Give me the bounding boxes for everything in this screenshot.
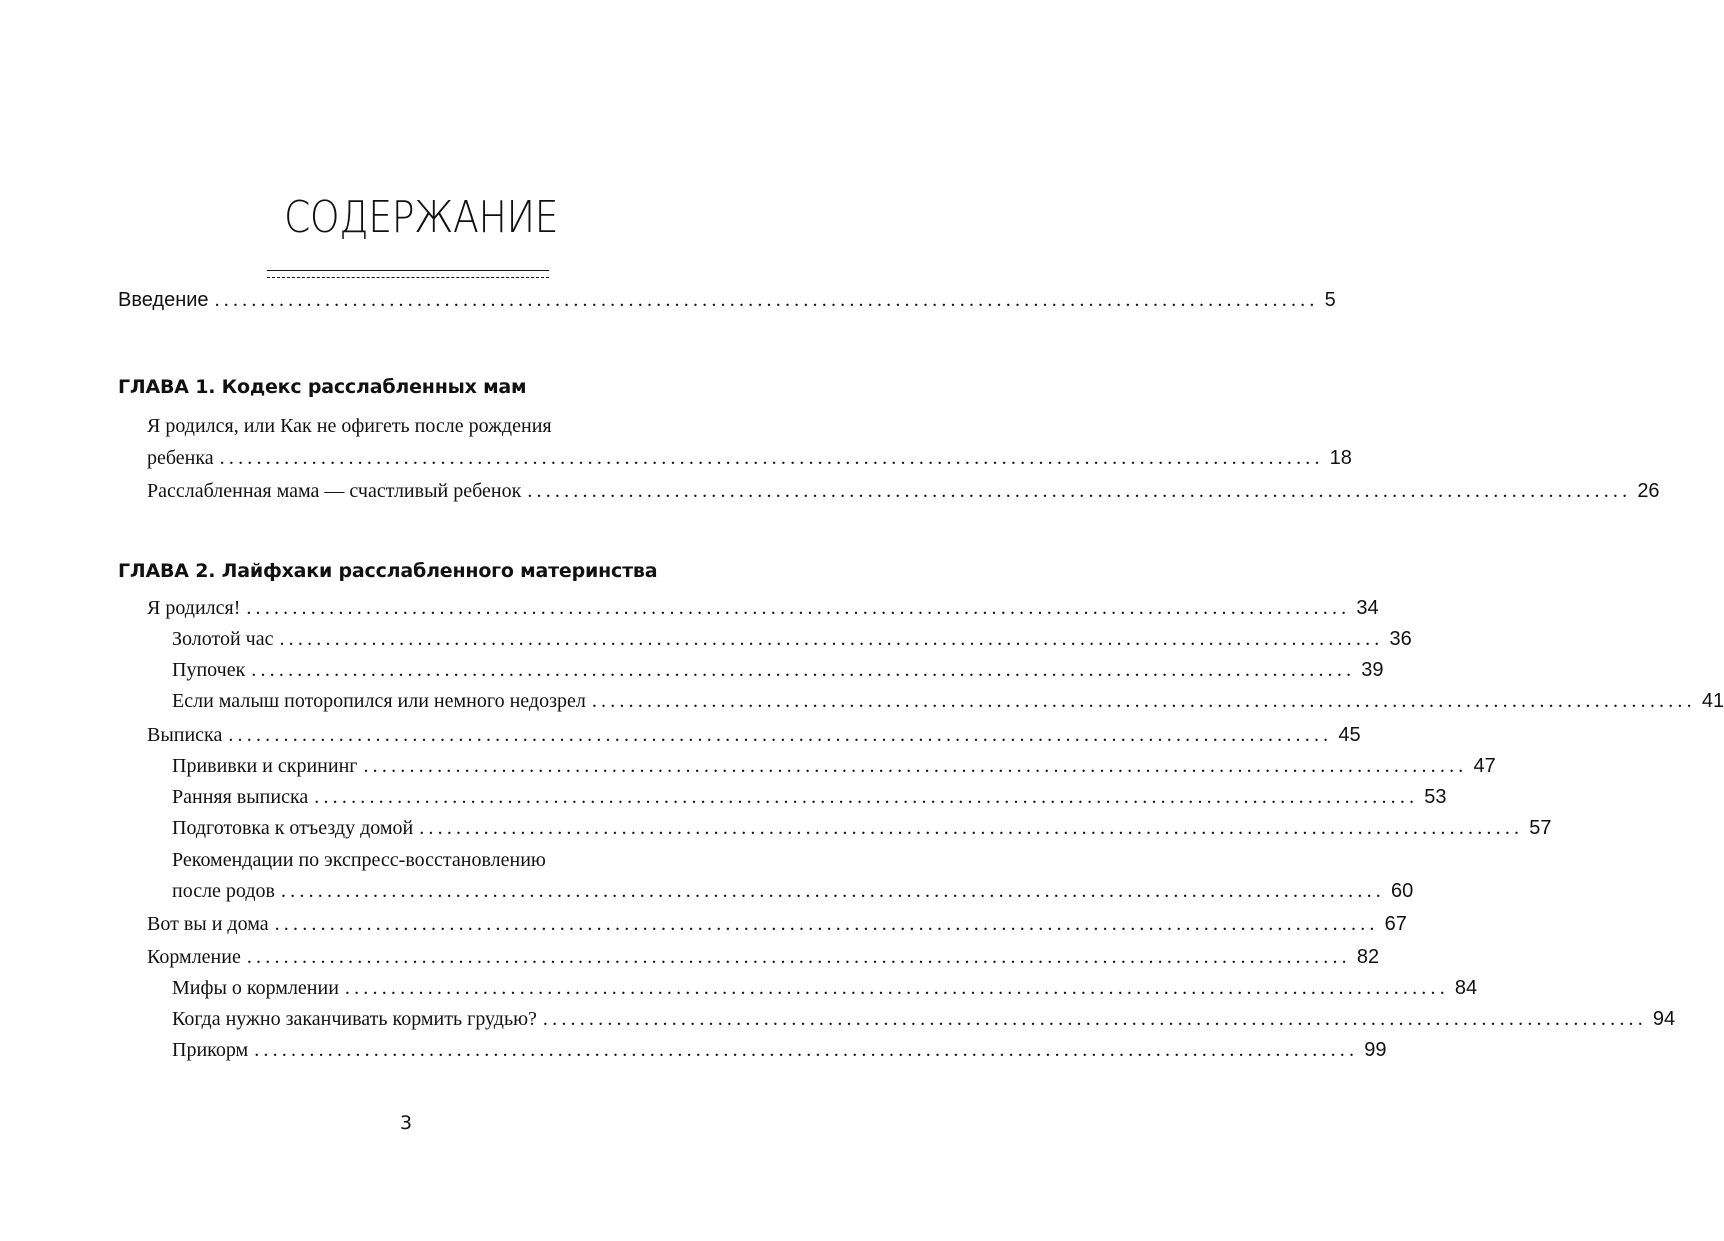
leader-dots: ........................................................................................................................ [274, 913, 1379, 935]
leader-dots: ........................................................................................................................ [344, 977, 1449, 999]
toc-label: Расслабленная мама — счастливый ребенок [147, 480, 522, 502]
toc-entry-line[interactable]: Рекомендации по экспресс-восстановлению [172, 849, 546, 871]
toc-page: 53 [1424, 786, 1447, 808]
toc-page: 36 [1389, 628, 1412, 650]
toc-label: Подготовка к отъезду домой [172, 817, 414, 839]
toc-page: 84 [1454, 977, 1478, 999]
toc-label: Вот вы и дома [147, 913, 269, 935]
toc-entry-line[interactable]: Я родился, или Как не офигеть после рождения [147, 415, 552, 437]
leader-dots: ........................................................................................................................ [279, 628, 1384, 650]
toc-label: Золотой час [172, 628, 274, 650]
toc-entry[interactable] [172, 1008, 1676, 1038]
toc-entry-intro[interactable] [118, 289, 1336, 319]
toc-label: Пупочек [172, 659, 246, 681]
toc-label: Я родился! [147, 597, 241, 619]
chapter-heading: ГЛАВА 1. Кодекс расслабленных мам [118, 376, 527, 398]
toc-entry[interactable] [172, 880, 1414, 910]
toc-entry[interactable] [172, 659, 1384, 689]
toc-page: 94 [1652, 1008, 1676, 1030]
toc-entry[interactable] [147, 724, 1361, 754]
toc-label: после родов [172, 880, 275, 902]
toc-label: Выписка [147, 724, 223, 746]
toc-entry[interactable] [172, 755, 1496, 785]
leader-dots: ........................................................................................................................ [219, 447, 1324, 469]
toc-page: 26 [1637, 480, 1660, 502]
toc-page: 39 [1361, 659, 1384, 681]
toc-label: Введение [118, 289, 209, 311]
toc-entry[interactable] [147, 913, 1407, 943]
toc-page: 34 [1356, 597, 1379, 619]
toc-page: 5 [1324, 289, 1336, 311]
leader-dots: ........................................................................................................................ [214, 289, 1319, 311]
leader-dots: ........................................................................................................................ [363, 755, 1468, 777]
leader-dots: ........................................................................................................................ [419, 817, 1524, 839]
leader-dots: ........................................................................................................................ [251, 659, 1356, 681]
leader-dots: ........................................................................................................................ [228, 724, 1333, 746]
title-divider [267, 270, 549, 278]
toc-page: 41 [1701, 690, 1724, 712]
toc-page: 18 [1329, 447, 1352, 469]
toc-label: Прививки и скрининг [172, 755, 358, 777]
toc-label: Если малыш поторопился или немного недозрел [172, 690, 586, 712]
leader-dots: ........................................................................................................................ [314, 786, 1419, 808]
leader-dots: ........................................................................................................................ [246, 597, 1351, 619]
toc-label: Мифы о кормлении [172, 977, 339, 999]
toc-entry[interactable] [172, 690, 1724, 720]
toc-page: 60 [1390, 880, 1414, 902]
toc-entry[interactable] [172, 977, 1478, 1007]
toc-page: 47 [1473, 755, 1496, 777]
toc-entry[interactable] [147, 447, 1352, 477]
toc-label: Когда нужно заканчивать кормить грудью? [172, 1008, 537, 1030]
chapter-heading: ГЛАВА 2. Лайфхаки расслабленного материнства [118, 560, 658, 582]
toc-label: ребенка [147, 447, 214, 469]
toc-page: 45 [1338, 724, 1361, 746]
leader-dots: ........................................................................................................................ [280, 880, 1385, 902]
toc-label: Кормление [147, 946, 241, 968]
toc-entry[interactable] [172, 786, 1447, 816]
leader-dots: ........................................................................................................................ [591, 690, 1696, 712]
toc-entry[interactable] [172, 817, 1552, 847]
toc-page: 99 [1364, 1039, 1387, 1061]
toc-label: Прикорм [172, 1039, 249, 1061]
page-title: СОДЕРЖАНИЕ [283, 192, 559, 243]
leader-dots: ........................................................................................................................ [246, 946, 1351, 968]
leader-dots: ........................................................................................................................ [254, 1039, 1359, 1061]
toc-page: 57 [1529, 817, 1552, 839]
toc-label: Ранняя выписка [172, 786, 309, 808]
toc-entry[interactable] [147, 597, 1379, 627]
toc-entry[interactable] [147, 946, 1380, 976]
toc-page: 82 [1356, 946, 1380, 968]
toc-page: 67 [1384, 913, 1407, 935]
toc-entry[interactable] [172, 628, 1412, 658]
toc-entry[interactable] [147, 480, 1660, 510]
toc-entry[interactable] [172, 1039, 1387, 1069]
leader-dots: ........................................................................................................................ [527, 480, 1632, 502]
page-number: 3 [399, 1112, 413, 1134]
leader-dots: ........................................................................................................................ [542, 1008, 1647, 1030]
